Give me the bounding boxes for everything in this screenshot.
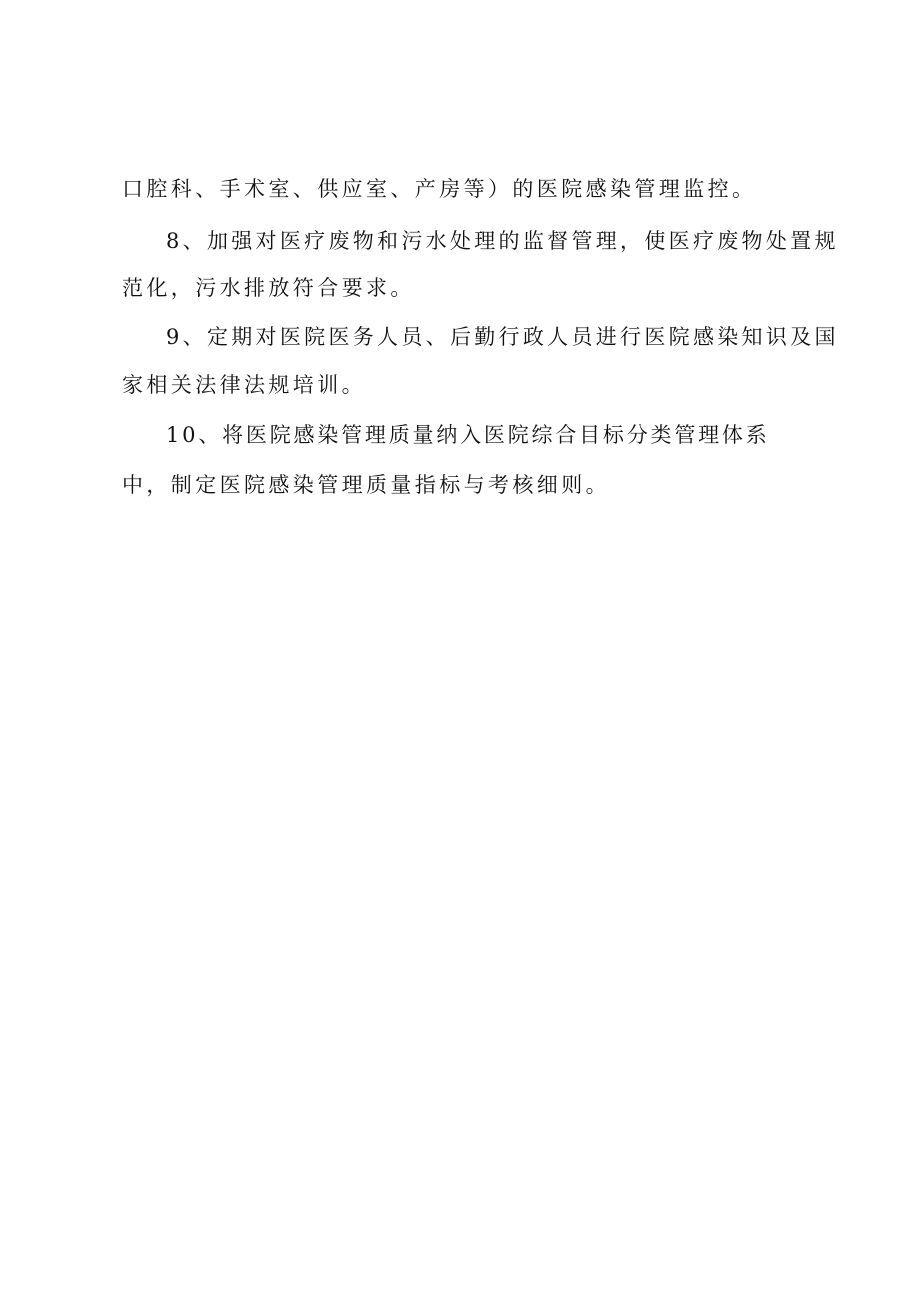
item-9-line-2: 家相关法律法规培训。 (122, 373, 366, 397)
item-10-line-1: 10、将医院感染管理质量纳入医院综合目标分类管理体系 (166, 423, 770, 447)
item-8-line-2: 范化，污水排放符合要求。 (122, 276, 415, 300)
text-line-1: 口腔科、手术室、供应室、产房等）的医院感染管理监控。 (122, 177, 757, 201)
item-8-line-1: 8、加强对医疗废物和污水处理的监督管理，使医疗废物处置规 (166, 229, 839, 253)
item-9-line-1: 9、定期对医院医务人员、后勤行政人员进行医院感染知识及国 (166, 325, 839, 349)
item-10-line-2: 中，制定医院感染管理质量指标与考核细则。 (122, 473, 610, 497)
